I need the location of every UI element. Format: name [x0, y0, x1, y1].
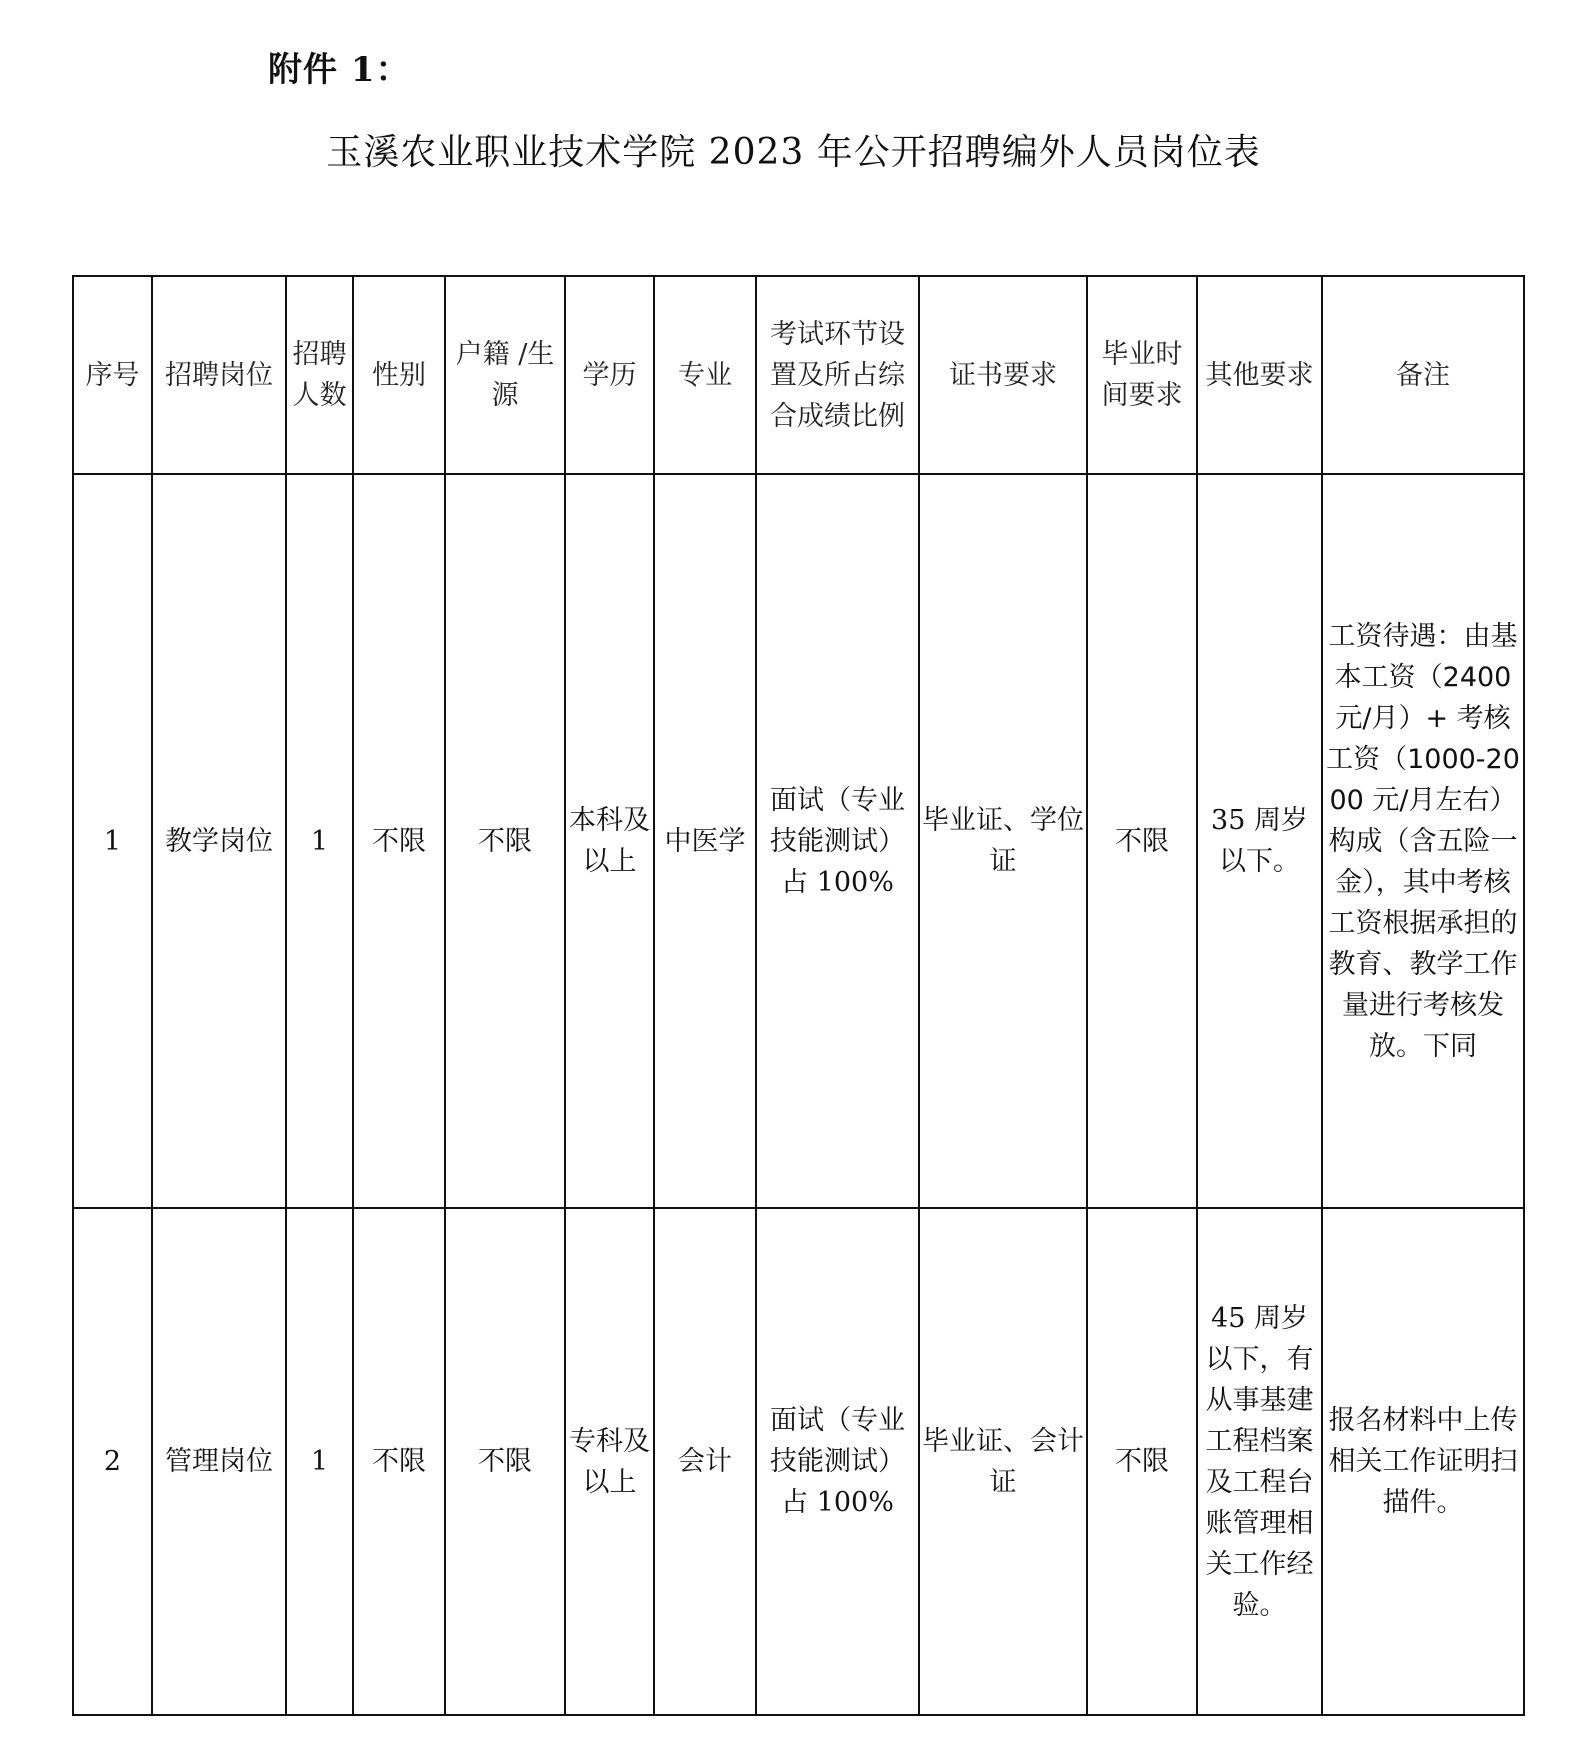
col-header-certificate: 证书要求: [919, 276, 1087, 474]
table-header-row: [73, 276, 1524, 474]
col-header-major: 专业: [654, 276, 756, 474]
attachment-label: 附件 1：: [268, 50, 411, 90]
cell-no: 2: [73, 1208, 152, 1715]
col-header-graduation: 毕业时间要求: [1087, 276, 1197, 474]
cell-certificate: 毕业证、学位证: [919, 474, 1087, 1208]
cell-gender: 不限: [353, 474, 445, 1208]
col-header-household: 户籍 /生源: [445, 276, 565, 474]
cell-exam: [756, 474, 919, 1208]
cell-count: 1: [286, 474, 353, 1208]
cell-exam: [756, 1208, 919, 1715]
cell-major: 中医学: [654, 474, 756, 1208]
col-header-other: 其他要求: [1197, 276, 1322, 474]
col-header-education: 学历: [565, 276, 654, 474]
col-header-notes: 备注: [1322, 276, 1524, 474]
col-header-no: 序号: [73, 276, 152, 474]
cell-major: 会计: [654, 1208, 756, 1715]
col-header-gender: 性别: [353, 276, 445, 474]
exam-ratio: 占 100%: [781, 866, 894, 898]
cell-graduation: 不限: [1087, 1208, 1197, 1715]
cell-graduation: 不限: [1087, 474, 1197, 1208]
table-row: [73, 1208, 1524, 1715]
table-row: [73, 474, 1524, 1208]
col-header-exam: 考试环节设置及所占综合成绩比例: [756, 276, 919, 474]
recruitment-table: [72, 275, 1525, 1716]
exam-text: 面试（专业技能测试）: [770, 784, 905, 857]
document-title: 玉溪农业职业技术学院 2023 年公开招聘编外人员岗位表: [326, 132, 1261, 173]
exam-text: 面试（专业技能测试）: [770, 1405, 905, 1477]
cell-no: 1: [73, 474, 152, 1208]
exam-ratio: 占 100%: [781, 1487, 894, 1518]
cell-notes: 工资待遇：由基本工资（2400 元/月）+ 考核工资（1000-2000 元/月左右）构成（含五险一金），其中考核工资根据承担的教育、教学工作量进行考核发放。下同: [1322, 474, 1524, 1208]
cell-education: 专科及以上: [565, 1208, 654, 1715]
cell-household: 不限: [445, 1208, 565, 1715]
cell-certificate: 毕业证、会计证: [919, 1208, 1087, 1715]
cell-other: 35 周岁以下。: [1197, 474, 1322, 1208]
cell-position: 管理岗位: [152, 1208, 286, 1715]
col-header-count: 招聘人数: [286, 276, 353, 474]
cell-other: 45 周岁以下，有从事基建工程档案及工程台账管理相关工作经验。: [1197, 1208, 1322, 1715]
cell-gender: 不限: [353, 1208, 445, 1715]
col-header-position: 招聘岗位: [152, 276, 286, 474]
cell-count: 1: [286, 1208, 353, 1715]
cell-education: 本科及以上: [565, 474, 654, 1208]
cell-household: 不限: [445, 474, 565, 1208]
cell-position: 教学岗位: [152, 474, 286, 1208]
cell-notes: 报名材料中上传相关工作证明扫描件。: [1322, 1208, 1524, 1715]
